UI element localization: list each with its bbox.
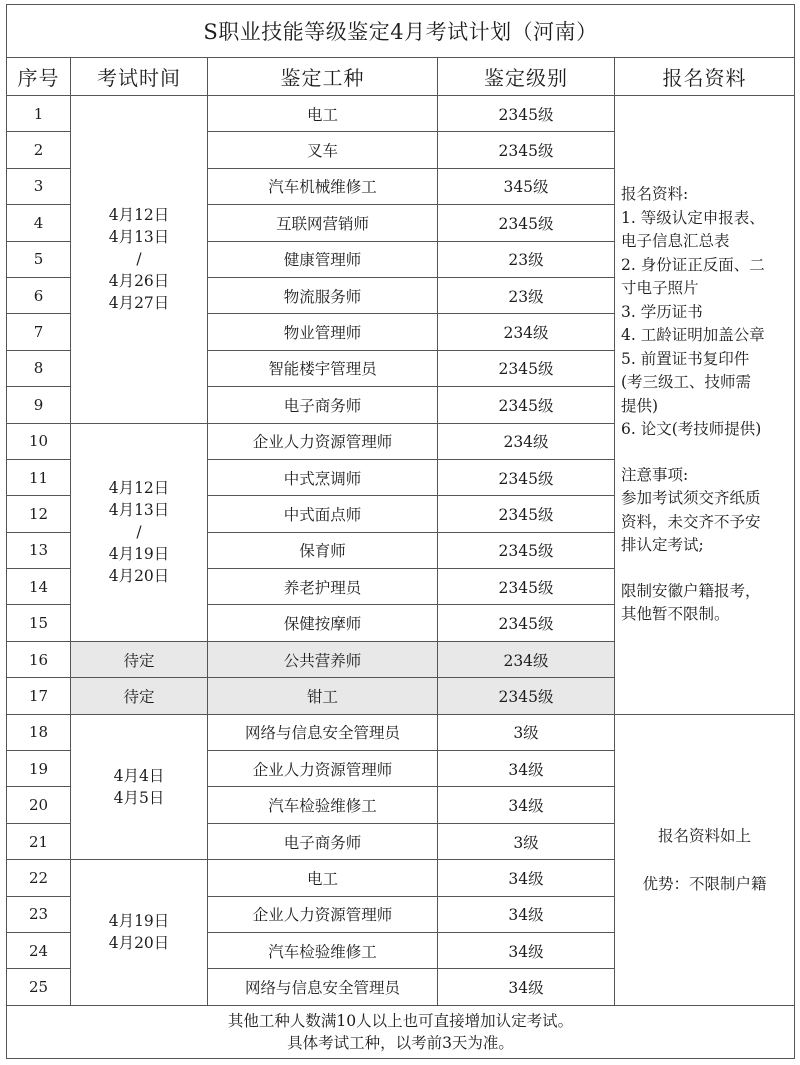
job-type-cell: 保健按摩师 [208,605,438,641]
level-cell: 2345级 [438,569,615,605]
row-number: 20 [7,787,71,823]
job-type-cell: 网络与信息安全管理员 [208,714,438,750]
exam-date: 4月12日 [108,479,170,498]
level-cell: 2345级 [438,496,615,532]
job-type-cell: 电工 [208,96,438,132]
level-cell: 34级 [438,787,615,823]
footer-notes [7,1005,795,1058]
job-type-cell: 企业人力资源管理师 [208,423,438,459]
level-cell: 234级 [438,641,615,677]
level-cell: 2345级 [438,350,615,386]
page-title: S职业技能等级鉴定4月考试计划（河南） [7,5,795,58]
row-number: 8 [7,350,71,386]
restriction-line: 其他暂不限制。 [621,605,730,624]
notes-line: 排认定考试; [621,536,704,555]
header-level: 鉴定级别 [438,58,615,96]
row-number: 18 [7,714,71,750]
materials-line: 2. 身份证正反面、二 [621,255,765,274]
row-number: 11 [7,459,71,495]
job-type-cell: 汽车机械维修工 [208,168,438,204]
job-type-cell: 汽车检验维修工 [208,787,438,823]
notes-line: 参加考试须交齐纸质 [621,489,761,508]
row-number: 1 [7,96,71,132]
row-number: 19 [7,751,71,787]
date-separator: / [136,250,142,269]
materials-line: 5. 前置证书复印件 [621,349,750,368]
footer-line: 具体考试工种，以考前3天为准。 [287,1033,514,1052]
job-type-cell: 网络与信息安全管理员 [208,969,438,1005]
level-cell: 2345级 [438,459,615,495]
materials-note: 报名资料如上 [658,826,752,845]
materials-line: 6. 论文(考技师提供) [621,420,762,439]
level-cell: 34级 [438,860,615,896]
exam-time-pending: 待定 [71,678,208,714]
row-number: 5 [7,241,71,277]
materials-line: 4. 工龄证明加盖公章 [621,326,765,345]
footer-line: 其他工种人数满10人以上也可直接增加认定考试。 [227,1011,574,1030]
level-cell: 2345级 [438,605,615,641]
level-cell: 2345级 [438,678,615,714]
job-type-cell: 电子商务师 [208,387,438,423]
level-cell: 23级 [438,277,615,313]
job-type-cell: 电工 [208,860,438,896]
row-number: 13 [7,532,71,568]
job-type-cell: 中式面点师 [208,496,438,532]
header-materials: 报名资料 [615,58,795,96]
level-cell: 345级 [438,168,615,204]
exam-date: 4月13日 [108,228,170,247]
header-index: 序号 [7,58,71,96]
spacer [615,847,794,873]
materials-line: (考三级工、技师需 [621,373,752,392]
spacer [621,442,790,464]
materials-second-cell [615,714,795,1005]
job-type-cell: 企业人力资源管理师 [208,751,438,787]
row-number: 25 [7,969,71,1005]
notes-line: 资料，未交齐不予安 [621,512,761,531]
exam-date: 4月5日 [113,788,165,807]
exam-date-group-3 [71,714,208,860]
level-cell: 34级 [438,969,615,1005]
level-cell: 34级 [438,751,615,787]
level-cell: 2345级 [438,205,615,241]
row-number: 16 [7,641,71,677]
restriction-line: 限制安徽户籍报考， [621,581,761,600]
exam-date: 4月26日 [108,272,170,291]
materials-line: 提供) [621,396,659,415]
exam-date: 4月27日 [108,294,170,313]
level-cell: 234级 [438,314,615,350]
exam-date: 4月20日 [108,567,170,586]
advantage-note: 优势：不限制户籍 [642,874,767,893]
job-type-cell: 汽车检验维修工 [208,932,438,968]
materials-main-cell [615,96,795,715]
exam-plan-table [6,4,795,1059]
level-cell: 234级 [438,423,615,459]
level-cell: 34级 [438,932,615,968]
exam-date: 4月19日 [108,912,170,931]
job-type-cell: 物流服务师 [208,277,438,313]
materials-line: 3. 学历证书 [621,302,703,321]
exam-date-group-1 [71,96,208,424]
job-type-cell: 公共营养师 [208,641,438,677]
exam-date: 4月13日 [108,501,170,520]
row-number: 10 [7,423,71,459]
date-separator: / [136,523,142,542]
exam-date-group-4 [71,860,208,1006]
row-number: 4 [7,205,71,241]
row-number: 7 [7,314,71,350]
job-type-cell: 叉车 [208,132,438,168]
level-cell: 2345级 [438,96,615,132]
table-row [7,96,795,132]
notes-line: 注意事项: [621,465,689,484]
level-cell: 23级 [438,241,615,277]
level-cell: 34级 [438,896,615,932]
materials-line: 电子信息汇总表 [621,232,730,251]
exam-date: 4月20日 [108,934,170,953]
row-number: 21 [7,823,71,859]
job-type-cell: 智能楼宇管理员 [208,350,438,386]
materials-line: 1. 等级认定申报表、 [621,208,765,227]
exam-date: 4月19日 [108,545,170,564]
job-type-cell: 互联网营销师 [208,205,438,241]
header-job-type: 鉴定工种 [208,58,438,96]
header-exam-time: 考试时间 [71,58,208,96]
job-type-cell: 企业人力资源管理师 [208,896,438,932]
row-number: 6 [7,277,71,313]
row-number: 15 [7,605,71,641]
row-number: 22 [7,860,71,896]
materials-line: 寸电子照片 [621,279,699,298]
row-number: 17 [7,678,71,714]
exam-time-pending: 待定 [71,641,208,677]
job-type-cell: 保育师 [208,532,438,568]
level-cell: 2345级 [438,532,615,568]
job-type-cell: 电子商务师 [208,823,438,859]
level-cell: 2345级 [438,132,615,168]
job-type-cell: 养老护理员 [208,569,438,605]
exam-date: 4月4日 [113,766,165,785]
job-type-cell: 物业管理师 [208,314,438,350]
exam-date: 4月12日 [108,206,170,225]
job-type-cell: 钳工 [208,678,438,714]
row-number: 9 [7,387,71,423]
job-type-cell: 中式烹调师 [208,459,438,495]
exam-date-group-2 [71,423,208,641]
level-cell: 3级 [438,714,615,750]
spacer [621,558,790,580]
job-type-cell: 健康管理师 [208,241,438,277]
table-row [7,714,795,750]
row-number: 24 [7,932,71,968]
row-number: 2 [7,132,71,168]
level-cell: 3级 [438,823,615,859]
row-number: 23 [7,896,71,932]
header-row [7,58,795,96]
row-number: 3 [7,168,71,204]
row-number: 14 [7,569,71,605]
materials-line: 报名资料: [621,185,689,204]
row-number: 12 [7,496,71,532]
level-cell: 2345级 [438,387,615,423]
